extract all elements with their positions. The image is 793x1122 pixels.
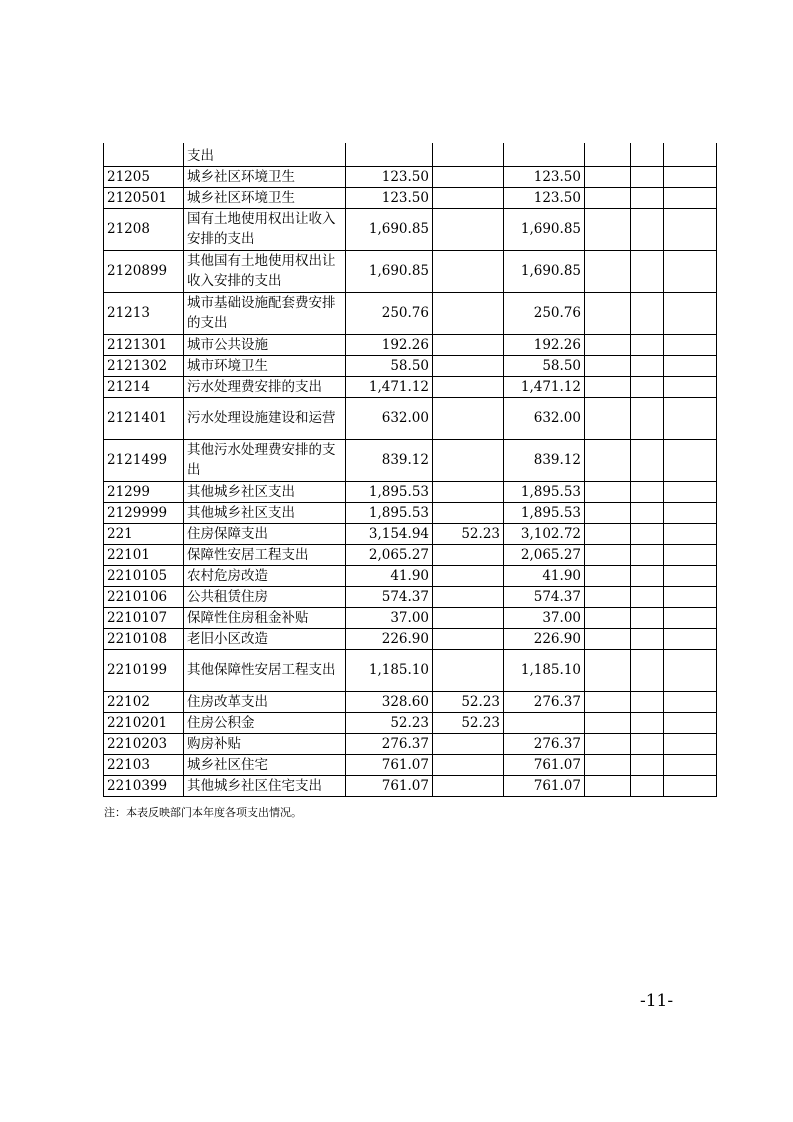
cell-basic: [433, 334, 504, 355]
table-row: [104, 628, 717, 649]
cell-total: 1,471.12: [346, 376, 433, 397]
cell-project: 226.90: [504, 628, 585, 649]
cell-name: 污水处理费安排的支出: [184, 376, 346, 397]
cell-project: 276.37: [504, 691, 585, 712]
cell-name: 城市公共设施: [184, 334, 346, 355]
cell-col7: [631, 143, 664, 166]
table-row: [104, 292, 717, 334]
cell-col8: [664, 208, 717, 250]
cell-basic: [433, 250, 504, 292]
cell-col6: [585, 143, 631, 166]
cell-col7: [631, 733, 664, 754]
cell-total: 192.26: [346, 334, 433, 355]
cell-project: 761.07: [504, 775, 585, 796]
cell-code: [104, 143, 184, 166]
cell-name: 支出: [184, 143, 346, 166]
table-row: [104, 544, 717, 565]
cell-project: [504, 712, 585, 733]
cell-col6: [585, 544, 631, 565]
cell-total: 1,895.53: [346, 502, 433, 523]
cell-total: 123.50: [346, 187, 433, 208]
cell-basic: [433, 544, 504, 565]
cell-code: 2121301: [104, 334, 184, 355]
cell-name: 住房改革支出: [184, 691, 346, 712]
cell-col7: [631, 754, 664, 775]
cell-name: 其他污水处理费安排的支出: [184, 439, 346, 481]
cell-col8: [664, 143, 717, 166]
table-row: [104, 208, 717, 250]
cell-basic: [433, 208, 504, 250]
cell-col6: [585, 691, 631, 712]
cell-name: 城乡社区环境卫生: [184, 187, 346, 208]
table-body: [104, 143, 717, 796]
cell-total: 1,690.85: [346, 208, 433, 250]
cell-col7: [631, 481, 664, 502]
cell-project: 123.50: [504, 187, 585, 208]
cell-total: 328.60: [346, 691, 433, 712]
cell-col6: [585, 397, 631, 439]
cell-total: 1,185.10: [346, 649, 433, 691]
table-row: [104, 481, 717, 502]
cell-col7: [631, 334, 664, 355]
cell-name: 其他城乡社区住宅支出: [184, 775, 346, 796]
cell-col8: [664, 649, 717, 691]
table-row: [104, 733, 717, 754]
cell-col8: [664, 733, 717, 754]
cell-project: 574.37: [504, 586, 585, 607]
cell-code: 21299: [104, 481, 184, 502]
cell-name: 保障性住房租金补贴: [184, 607, 346, 628]
cell-code: 2120501: [104, 187, 184, 208]
cell-col7: [631, 712, 664, 733]
cell-col7: [631, 628, 664, 649]
cell-code: 2210108: [104, 628, 184, 649]
cell-col7: [631, 355, 664, 376]
cell-total: 3,154.94: [346, 523, 433, 544]
cell-basic: [433, 733, 504, 754]
cell-project: 1,471.12: [504, 376, 585, 397]
cell-col6: [585, 355, 631, 376]
cell-name: 国有土地使用权出让收入安排的支出: [184, 208, 346, 250]
cell-name: 城乡社区住宅: [184, 754, 346, 775]
cell-total: 58.50: [346, 355, 433, 376]
cell-col7: [631, 292, 664, 334]
cell-project: 1,690.85: [504, 208, 585, 250]
cell-total: 1,895.53: [346, 481, 433, 502]
cell-col6: [585, 565, 631, 586]
cell-basic: [433, 481, 504, 502]
cell-col7: [631, 187, 664, 208]
cell-col6: [585, 649, 631, 691]
cell-col8: [664, 502, 717, 523]
cell-col7: [631, 208, 664, 250]
cell-col7: [631, 439, 664, 481]
table-row: [104, 334, 717, 355]
cell-project: 761.07: [504, 754, 585, 775]
cell-project: 1,185.10: [504, 649, 585, 691]
cell-col7: [631, 166, 664, 187]
cell-code: 2210105: [104, 565, 184, 586]
table-row: [104, 565, 717, 586]
cell-basic: [433, 649, 504, 691]
cell-col6: [585, 187, 631, 208]
table-row: [104, 439, 717, 481]
cell-name: 住房公积金: [184, 712, 346, 733]
cell-col8: [664, 523, 717, 544]
cell-col8: [664, 754, 717, 775]
cell-project: 41.90: [504, 565, 585, 586]
cell-code: 2129999: [104, 502, 184, 523]
table-row: [104, 355, 717, 376]
cell-col6: [585, 439, 631, 481]
cell-basic: [433, 355, 504, 376]
cell-code: 2210203: [104, 733, 184, 754]
table-row: [104, 523, 717, 544]
cell-col6: [585, 376, 631, 397]
cell-total: 52.23: [346, 712, 433, 733]
cell-basic: [433, 775, 504, 796]
cell-col6: [585, 502, 631, 523]
cell-basic: 52.23: [433, 523, 504, 544]
cell-total: 761.07: [346, 754, 433, 775]
cell-project: 2,065.27: [504, 544, 585, 565]
cell-col7: [631, 502, 664, 523]
cell-basic: [433, 292, 504, 334]
cell-col6: [585, 292, 631, 334]
cell-code: 2121302: [104, 355, 184, 376]
cell-col7: [631, 397, 664, 439]
cell-basic: [433, 397, 504, 439]
cell-basic: [433, 187, 504, 208]
table-row: [104, 143, 717, 166]
cell-col8: [664, 166, 717, 187]
cell-col7: [631, 775, 664, 796]
cell-name: 老旧小区改造: [184, 628, 346, 649]
cell-col8: [664, 187, 717, 208]
cell-total: 37.00: [346, 607, 433, 628]
cell-name: 公共租赁住房: [184, 586, 346, 607]
cell-total: 761.07: [346, 775, 433, 796]
cell-name: 其他城乡社区支出: [184, 481, 346, 502]
table-row: [104, 775, 717, 796]
table-row: [104, 187, 717, 208]
cell-name: 城乡社区环境卫生: [184, 166, 346, 187]
cell-col7: [631, 607, 664, 628]
cell-name: 其他国有土地使用权出让收入安排的支出: [184, 250, 346, 292]
cell-basic: [433, 143, 504, 166]
cell-col6: [585, 775, 631, 796]
cell-basic: [433, 607, 504, 628]
cell-basic: 52.23: [433, 691, 504, 712]
table-row: [104, 754, 717, 775]
cell-col8: [664, 544, 717, 565]
cell-total: 41.90: [346, 565, 433, 586]
cell-col6: [585, 250, 631, 292]
cell-project: 192.26: [504, 334, 585, 355]
cell-col8: [664, 439, 717, 481]
cell-code: 2121499: [104, 439, 184, 481]
cell-col7: [631, 565, 664, 586]
cell-col8: [664, 292, 717, 334]
cell-name: 农村危房改造: [184, 565, 346, 586]
cell-col8: [664, 565, 717, 586]
cell-basic: [433, 439, 504, 481]
cell-name: 住房保障支出: [184, 523, 346, 544]
cell-basic: 52.23: [433, 712, 504, 733]
cell-project: 632.00: [504, 397, 585, 439]
cell-col6: [585, 586, 631, 607]
cell-code: 2210106: [104, 586, 184, 607]
cell-name: 城市基础设施配套费安排的支出: [184, 292, 346, 334]
cell-col6: [585, 628, 631, 649]
cell-name: 保障性安居工程支出: [184, 544, 346, 565]
cell-code: 221: [104, 523, 184, 544]
cell-total: 2,065.27: [346, 544, 433, 565]
table-row: [104, 376, 717, 397]
cell-total: 839.12: [346, 439, 433, 481]
table-row: [104, 166, 717, 187]
cell-col8: [664, 481, 717, 502]
cell-code: 2210107: [104, 607, 184, 628]
cell-code: 2120899: [104, 250, 184, 292]
cell-basic: [433, 565, 504, 586]
cell-project: 1,690.85: [504, 250, 585, 292]
cell-col8: [664, 691, 717, 712]
page-number: -11-: [640, 991, 674, 1011]
cell-project: [504, 143, 585, 166]
cell-col8: [664, 586, 717, 607]
cell-code: 22101: [104, 544, 184, 565]
cell-project: 839.12: [504, 439, 585, 481]
cell-basic: [433, 754, 504, 775]
cell-basic: [433, 376, 504, 397]
table-row: [104, 502, 717, 523]
cell-col8: [664, 397, 717, 439]
cell-code: 2121401: [104, 397, 184, 439]
cell-col6: [585, 523, 631, 544]
cell-code: 21205: [104, 166, 184, 187]
table-row: [104, 397, 717, 439]
cell-code: 21213: [104, 292, 184, 334]
cell-project: 276.37: [504, 733, 585, 754]
cell-col6: [585, 754, 631, 775]
table-row: [104, 712, 717, 733]
cell-project: 3,102.72: [504, 523, 585, 544]
cell-col7: [631, 586, 664, 607]
cell-code: 22102: [104, 691, 184, 712]
cell-code: 2210199: [104, 649, 184, 691]
cell-code: 2210201: [104, 712, 184, 733]
table-row: [104, 649, 717, 691]
cell-col6: [585, 712, 631, 733]
cell-col6: [585, 166, 631, 187]
cell-project: 123.50: [504, 166, 585, 187]
table-row: [104, 586, 717, 607]
cell-col8: [664, 775, 717, 796]
cell-basic: [433, 628, 504, 649]
table-note: 注：本表反映部门本年度各项支出情况。: [104, 806, 302, 819]
cell-col8: [664, 334, 717, 355]
expenditure-table: [103, 143, 717, 797]
cell-col7: [631, 250, 664, 292]
cell-col8: [664, 607, 717, 628]
table-row: [104, 250, 717, 292]
cell-project: 58.50: [504, 355, 585, 376]
cell-total: 276.37: [346, 733, 433, 754]
cell-col7: [631, 523, 664, 544]
cell-col8: [664, 355, 717, 376]
table-row: [104, 607, 717, 628]
cell-total: 123.50: [346, 166, 433, 187]
cell-project: 1,895.53: [504, 502, 585, 523]
cell-code: 2210399: [104, 775, 184, 796]
cell-basic: [433, 502, 504, 523]
cell-name: 其他保障性安居工程支出: [184, 649, 346, 691]
cell-name: 购房补贴: [184, 733, 346, 754]
cell-code: 21208: [104, 208, 184, 250]
cell-total: 632.00: [346, 397, 433, 439]
cell-col8: [664, 628, 717, 649]
cell-project: 250.76: [504, 292, 585, 334]
cell-total: [346, 143, 433, 166]
cell-total: 226.90: [346, 628, 433, 649]
cell-name: 城市环境卫生: [184, 355, 346, 376]
cell-name: 污水处理设施建设和运营: [184, 397, 346, 439]
cell-total: 1,690.85: [346, 250, 433, 292]
cell-col7: [631, 376, 664, 397]
cell-col7: [631, 649, 664, 691]
cell-col6: [585, 208, 631, 250]
cell-col7: [631, 544, 664, 565]
cell-col6: [585, 733, 631, 754]
cell-col8: [664, 250, 717, 292]
cell-name: 其他城乡社区支出: [184, 502, 346, 523]
cell-col8: [664, 712, 717, 733]
cell-col6: [585, 334, 631, 355]
cell-total: 250.76: [346, 292, 433, 334]
cell-basic: [433, 586, 504, 607]
cell-project: 37.00: [504, 607, 585, 628]
cell-col6: [585, 481, 631, 502]
cell-code: 21214: [104, 376, 184, 397]
table-row: [104, 691, 717, 712]
cell-col6: [585, 607, 631, 628]
cell-code: 22103: [104, 754, 184, 775]
cell-total: 574.37: [346, 586, 433, 607]
cell-project: 1,895.53: [504, 481, 585, 502]
cell-basic: [433, 166, 504, 187]
cell-col8: [664, 376, 717, 397]
cell-col7: [631, 691, 664, 712]
